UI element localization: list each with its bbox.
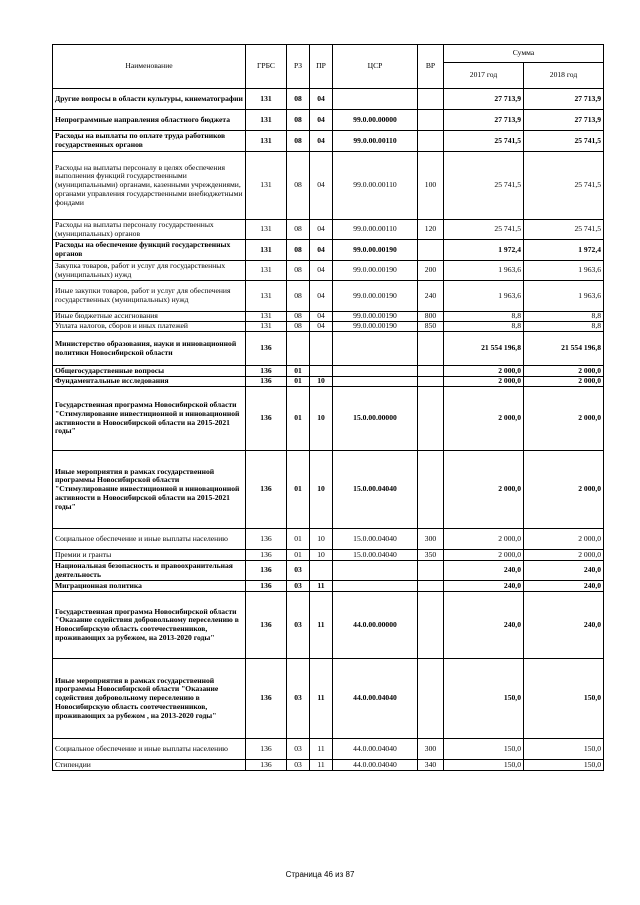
table-row	[53, 152, 604, 220]
cell-vr	[418, 89, 444, 110]
cell-csr: 99.0.00.00190	[333, 312, 418, 322]
cell-pr: 11	[310, 581, 333, 592]
cell-y2017: 27 713,9	[444, 89, 524, 110]
cell-rz: 01	[287, 366, 310, 377]
table-row	[53, 592, 604, 659]
cell-rz: 01	[287, 529, 310, 550]
table-row	[53, 387, 604, 451]
cell-y2017: 27 713,9	[444, 110, 524, 131]
cell-name: Иные мероприятия в рамках государственной программы Новосибирской области "Стимулирование инвестиционной и инновационной активности в Новосибирской области на 2015-2021 годы"	[53, 451, 246, 529]
cell-pr: 10	[310, 550, 333, 561]
cell-y2017: 150,0	[444, 760, 524, 771]
table-row	[53, 739, 604, 760]
cell-y2018: 1 963,6	[524, 281, 604, 312]
table-row	[53, 332, 604, 366]
cell-rz: 08	[287, 312, 310, 322]
cell-y2018: 27 713,9	[524, 110, 604, 131]
cell-rz: 01	[287, 377, 310, 387]
cell-grbs: 131	[246, 152, 287, 220]
cell-rz: 03	[287, 561, 310, 581]
cell-csr	[333, 89, 418, 110]
cell-vr: 850	[418, 322, 444, 332]
header-vr: ВР	[418, 45, 444, 89]
cell-name: Национальная безопасность и правоохранительная деятельность	[53, 561, 246, 581]
cell-y2017: 1 972,4	[444, 240, 524, 261]
cell-grbs: 136	[246, 550, 287, 561]
cell-pr: 04	[310, 281, 333, 312]
cell-y2018: 1 972,4	[524, 240, 604, 261]
header-sum: Сумма	[444, 45, 604, 63]
cell-grbs: 131	[246, 220, 287, 240]
cell-y2018: 2 000,0	[524, 550, 604, 561]
header-name: Наименование	[53, 45, 246, 89]
cell-csr: 15.0.00.04040	[333, 550, 418, 561]
cell-y2018: 240,0	[524, 581, 604, 592]
cell-y2018: 2 000,0	[524, 529, 604, 550]
table-row	[53, 312, 604, 322]
cell-y2017: 150,0	[444, 659, 524, 739]
table-row	[53, 110, 604, 131]
cell-pr: 10	[310, 387, 333, 451]
cell-y2017: 21 554 196,8	[444, 332, 524, 366]
cell-csr: 99.0.00.00190	[333, 240, 418, 261]
cell-vr	[418, 387, 444, 451]
table-row	[53, 377, 604, 387]
cell-grbs: 131	[246, 240, 287, 261]
cell-rz: 08	[287, 240, 310, 261]
cell-y2017: 2 000,0	[444, 387, 524, 451]
cell-rz: 03	[287, 739, 310, 760]
cell-y2018: 2 000,0	[524, 451, 604, 529]
cell-rz: 03	[287, 592, 310, 659]
cell-grbs: 136	[246, 581, 287, 592]
cell-vr: 300	[418, 739, 444, 760]
cell-name: Уплата налогов, сборов и иных платежей	[53, 322, 246, 332]
cell-vr: 120	[418, 220, 444, 240]
cell-pr: 11	[310, 760, 333, 771]
cell-vr: 800	[418, 312, 444, 322]
cell-pr: 04	[310, 312, 333, 322]
cell-name: Расходы на выплаты по оплате труда работников государственных органов	[53, 131, 246, 152]
cell-rz: 08	[287, 220, 310, 240]
cell-pr: 10	[310, 451, 333, 529]
cell-grbs: 131	[246, 261, 287, 281]
cell-name: Общегосударственные вопросы	[53, 366, 246, 377]
cell-name: Государственная программа Новосибирской области "Оказание содействия добровольному переселению в Новосибирскую область соотечественников, проживающих за рубежом, на 2013-2020 годы"	[53, 592, 246, 659]
cell-vr	[418, 110, 444, 131]
header-csr: ЦСР	[333, 45, 418, 89]
cell-csr	[333, 581, 418, 592]
cell-y2017: 25 741,5	[444, 220, 524, 240]
cell-grbs: 131	[246, 322, 287, 332]
cell-y2017: 2 000,0	[444, 377, 524, 387]
cell-pr: 10	[310, 377, 333, 387]
table-row	[53, 451, 604, 529]
cell-y2017: 2 000,0	[444, 366, 524, 377]
cell-vr	[418, 451, 444, 529]
cell-name: Премии и гранты	[53, 550, 246, 561]
cell-y2018: 150,0	[524, 739, 604, 760]
cell-grbs: 131	[246, 312, 287, 322]
cell-grbs: 131	[246, 110, 287, 131]
cell-csr: 99.0.00.00190	[333, 322, 418, 332]
cell-csr	[333, 366, 418, 377]
budget-table	[52, 44, 604, 771]
cell-y2018: 1 963,6	[524, 261, 604, 281]
table-row	[53, 131, 604, 152]
cell-rz: 08	[287, 261, 310, 281]
header-year-2018: 2018 год	[524, 63, 604, 89]
cell-vr: 240	[418, 281, 444, 312]
cell-y2018: 8,8	[524, 312, 604, 322]
cell-pr: 04	[310, 240, 333, 261]
table-row	[53, 240, 604, 261]
cell-y2017: 1 963,6	[444, 281, 524, 312]
cell-grbs: 131	[246, 131, 287, 152]
cell-vr	[418, 131, 444, 152]
cell-y2017: 25 741,5	[444, 152, 524, 220]
table-row	[53, 261, 604, 281]
cell-name: Фундаментальные исследования	[53, 377, 246, 387]
cell-y2018: 2 000,0	[524, 366, 604, 377]
page-number: Страница 46 из 87	[285, 870, 355, 879]
cell-rz: 08	[287, 322, 310, 332]
cell-y2018: 25 741,5	[524, 152, 604, 220]
cell-rz: 01	[287, 451, 310, 529]
cell-csr	[333, 561, 418, 581]
cell-pr	[310, 561, 333, 581]
table-row	[53, 581, 604, 592]
cell-name: Социальное обеспечение и иные выплаты населению	[53, 529, 246, 550]
cell-y2017: 1 963,6	[444, 261, 524, 281]
cell-csr: 44.0.00.04040	[333, 760, 418, 771]
cell-pr: 04	[310, 220, 333, 240]
cell-grbs: 136	[246, 739, 287, 760]
table-row	[53, 659, 604, 739]
cell-pr: 11	[310, 592, 333, 659]
cell-y2017: 25 741,5	[444, 131, 524, 152]
table-row	[53, 322, 604, 332]
cell-name: Иные мероприятия в рамках государственной программы Новосибирской области "Оказание содействия добровольному переселению в Новосибирскую область соотечественников, проживающих за рубежом , на 2013-2020 годы"	[53, 659, 246, 739]
cell-name: Миграционная политика	[53, 581, 246, 592]
cell-csr: 44.0.00.04040	[333, 659, 418, 739]
cell-name: Стипендии	[53, 760, 246, 771]
cell-pr	[310, 332, 333, 366]
cell-grbs: 136	[246, 561, 287, 581]
cell-grbs: 136	[246, 592, 287, 659]
cell-csr	[333, 377, 418, 387]
table-body	[53, 89, 604, 771]
table-row	[53, 281, 604, 312]
cell-y2017: 2 000,0	[444, 451, 524, 529]
cell-grbs: 136	[246, 529, 287, 550]
header-year-2017: 2017 год	[444, 63, 524, 89]
cell-vr: 350	[418, 550, 444, 561]
cell-y2017: 8,8	[444, 312, 524, 322]
table-row	[53, 529, 604, 550]
cell-grbs: 136	[246, 760, 287, 771]
cell-vr: 340	[418, 760, 444, 771]
cell-csr: 99.0.00.00000	[333, 110, 418, 131]
cell-vr	[418, 581, 444, 592]
cell-csr: 44.0.00.00000	[333, 592, 418, 659]
cell-y2018: 150,0	[524, 760, 604, 771]
cell-rz: 01	[287, 550, 310, 561]
cell-vr	[418, 332, 444, 366]
cell-rz: 08	[287, 89, 310, 110]
cell-csr: 44.0.00.04040	[333, 739, 418, 760]
cell-pr: 04	[310, 110, 333, 131]
cell-name: Расходы на обеспечение функций государственных органов	[53, 240, 246, 261]
cell-grbs: 136	[246, 451, 287, 529]
cell-name: Другие вопросы в области культуры, кинематографии	[53, 89, 246, 110]
cell-y2017: 2 000,0	[444, 550, 524, 561]
cell-name: Государственная программа Новосибирской области "Стимулирование инвестиционной и инновационной активности в Новосибирской области на 2015-2021 годы"	[53, 387, 246, 451]
cell-csr: 15.0.00.04040	[333, 451, 418, 529]
cell-vr: 300	[418, 529, 444, 550]
cell-y2017: 2 000,0	[444, 529, 524, 550]
cell-pr: 11	[310, 659, 333, 739]
cell-y2017: 240,0	[444, 581, 524, 592]
cell-grbs: 136	[246, 387, 287, 451]
cell-rz: 08	[287, 110, 310, 131]
cell-name: Закупка товаров, работ и услуг для государственных (муниципальных) нужд	[53, 261, 246, 281]
cell-csr: 99.0.00.00110	[333, 220, 418, 240]
cell-grbs: 131	[246, 281, 287, 312]
cell-y2017: 150,0	[444, 739, 524, 760]
cell-name: Расходы на выплаты персоналу государственных (муниципальных) органов	[53, 220, 246, 240]
cell-csr	[333, 332, 418, 366]
cell-grbs: 131	[246, 89, 287, 110]
cell-vr	[418, 592, 444, 659]
cell-pr: 04	[310, 89, 333, 110]
cell-vr	[418, 377, 444, 387]
cell-rz: 03	[287, 760, 310, 771]
cell-rz: 08	[287, 281, 310, 312]
table-row	[53, 561, 604, 581]
cell-pr: 10	[310, 529, 333, 550]
cell-vr: 200	[418, 261, 444, 281]
cell-name: Министерство образования, науки и инновационной политики Новосибирской области	[53, 332, 246, 366]
cell-vr	[418, 659, 444, 739]
cell-csr: 15.0.00.00000	[333, 387, 418, 451]
cell-grbs: 136	[246, 332, 287, 366]
cell-rz	[287, 332, 310, 366]
cell-y2018: 8,8	[524, 322, 604, 332]
cell-grbs: 136	[246, 659, 287, 739]
cell-y2018: 150,0	[524, 659, 604, 739]
cell-y2018: 27 713,9	[524, 89, 604, 110]
cell-csr: 99.0.00.00190	[333, 281, 418, 312]
cell-grbs: 136	[246, 366, 287, 377]
table-row	[53, 760, 604, 771]
cell-rz: 03	[287, 581, 310, 592]
table-row	[53, 550, 604, 561]
cell-name: Иные бюджетные ассигнования	[53, 312, 246, 322]
cell-name: Иные закупки товаров, работ и услуг для обеспечения государственных (муниципальных) нужд	[53, 281, 246, 312]
cell-pr: 04	[310, 322, 333, 332]
cell-pr: 04	[310, 152, 333, 220]
cell-y2017: 8,8	[444, 322, 524, 332]
cell-vr: 100	[418, 152, 444, 220]
cell-name: Непрограммные направления областного бюджета	[53, 110, 246, 131]
cell-y2017: 240,0	[444, 592, 524, 659]
cell-y2018: 240,0	[524, 592, 604, 659]
cell-pr: 04	[310, 261, 333, 281]
cell-csr: 99.0.00.00190	[333, 261, 418, 281]
cell-y2018: 21 554 196,8	[524, 332, 604, 366]
cell-rz: 08	[287, 152, 310, 220]
cell-rz: 01	[287, 387, 310, 451]
cell-grbs: 136	[246, 377, 287, 387]
cell-pr	[310, 366, 333, 377]
cell-name: Расходы на выплаты персоналу в целях обеспечения выполнения функций государственными (муниципальными) органами, казенными учреждениями, органами управления государственными внебюджетными фондами	[53, 152, 246, 220]
cell-y2018: 25 741,5	[524, 131, 604, 152]
cell-name: Социальное обеспечение и иные выплаты населению	[53, 739, 246, 760]
cell-y2018: 2 000,0	[524, 377, 604, 387]
table-row	[53, 220, 604, 240]
cell-pr: 04	[310, 131, 333, 152]
cell-csr: 99.0.00.00110	[333, 152, 418, 220]
cell-y2018: 240,0	[524, 561, 604, 581]
header-pr: ПР	[310, 45, 333, 89]
header-rz: РЗ	[287, 45, 310, 89]
cell-pr: 11	[310, 739, 333, 760]
cell-csr: 15.0.00.04040	[333, 529, 418, 550]
cell-csr: 99.0.00.00110	[333, 131, 418, 152]
cell-y2018: 2 000,0	[524, 387, 604, 451]
cell-rz: 03	[287, 659, 310, 739]
cell-vr	[418, 561, 444, 581]
table-row	[53, 366, 604, 377]
cell-rz: 08	[287, 131, 310, 152]
cell-vr	[418, 366, 444, 377]
table-row	[53, 89, 604, 110]
cell-y2017: 240,0	[444, 561, 524, 581]
cell-vr	[418, 240, 444, 261]
cell-y2018: 25 741,5	[524, 220, 604, 240]
header-grbs: ГРБС	[246, 45, 287, 89]
document-page	[52, 44, 603, 771]
